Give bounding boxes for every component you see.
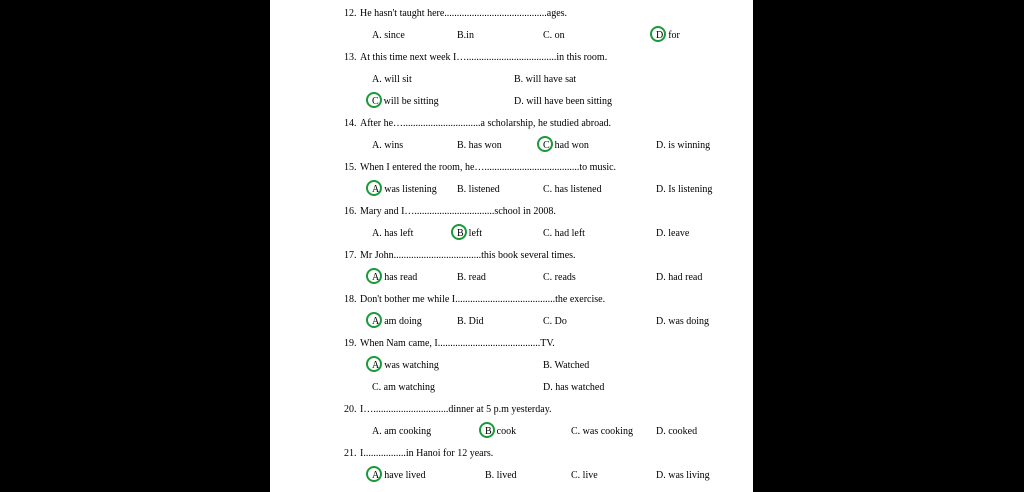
- answer-circle: [451, 224, 467, 240]
- question-text: Mary and I…................................school in 2008.: [360, 206, 556, 217]
- question-15: 15. When I entered the room, he…......................................to music.: [344, 162, 617, 173]
- worksheet-page: [270, 0, 753, 492]
- option-d[interactable]: D. leave: [656, 228, 690, 239]
- option-c[interactable]: C. Do: [543, 316, 567, 327]
- question-12: 12. He hasn't taught here.........................................ages.: [344, 8, 568, 19]
- option-a[interactable]: A. am doing: [372, 316, 422, 327]
- option-d[interactable]: D. was doing: [656, 316, 710, 327]
- option-d[interactable]: D. Is listening: [656, 184, 713, 195]
- answer-circle: [650, 26, 666, 42]
- option-b[interactable]: B.in: [457, 30, 474, 41]
- answer-circle: [366, 312, 382, 328]
- option-c[interactable]: C. has listened: [543, 184, 602, 195]
- question-text: He hasn't taught here.........................................ages.: [360, 8, 568, 19]
- option-c[interactable]: C. reads: [543, 272, 576, 283]
- answer-circle: [366, 466, 382, 482]
- question-text: When Nam came, I.........................................TV.: [360, 338, 555, 349]
- question-16: 16. Mary and I…................................school in 2008.: [344, 206, 556, 217]
- question-14: 14. After he…...............................a scholarship, he studied abroad.: [344, 118, 612, 129]
- option-a[interactable]: A. have lived: [372, 470, 426, 481]
- answer-circle: [479, 422, 495, 438]
- answer-circle: [366, 356, 382, 372]
- option-d[interactable]: D. has watched: [543, 382, 605, 393]
- option-c[interactable]: C. on: [543, 30, 565, 41]
- option-a[interactable]: A. has left: [372, 228, 414, 239]
- option-a[interactable]: A. was listening: [372, 184, 437, 195]
- option-d[interactable]: D. is winning: [656, 140, 711, 151]
- question-text: Don't bother me while I........................................the exercise.: [360, 294, 606, 305]
- option-a[interactable]: A. was watching: [372, 360, 439, 371]
- option-b[interactable]: B. lived: [485, 470, 517, 481]
- question-19: 19. When Nam came, I.........................................TV.: [344, 338, 555, 349]
- option-d[interactable]: D. for: [656, 30, 680, 41]
- question-17: 17. Mr John...................................this book several times.: [344, 250, 576, 261]
- question-text: Mr John...................................this book several times.: [360, 250, 576, 261]
- option-b[interactable]: B. Watched: [543, 360, 590, 371]
- option-d[interactable]: D. was living: [656, 470, 710, 481]
- question-text: I…..............................dinner at 5 p.m yesterday.: [360, 404, 552, 415]
- answer-circle: [366, 92, 382, 108]
- option-c[interactable]: C. am watching: [372, 382, 436, 393]
- option-c[interactable]: C. was cooking: [571, 426, 633, 437]
- option-c[interactable]: C. will be sitting: [372, 96, 439, 107]
- question-13: 13. At this time next week I…....................................in this room.: [344, 52, 608, 63]
- option-c[interactable]: C. had won: [543, 140, 589, 151]
- option-d[interactable]: D. will have been sitting: [514, 96, 613, 107]
- option-b[interactable]: B. has won: [457, 140, 502, 151]
- question-21: 21. I.................in Hanoi for 12 years.: [344, 448, 494, 459]
- option-b[interactable]: B. left: [457, 228, 482, 239]
- question-text: After he…...............................a scholarship, he studied abroad.: [360, 118, 612, 129]
- question-20: 20. I…..............................dinner at 5 p.m yesterday.: [344, 404, 552, 415]
- option-a[interactable]: A. am cooking: [372, 426, 432, 437]
- question-text: When I entered the room, he…......................................to music.: [360, 162, 617, 173]
- answer-circle: [537, 136, 553, 152]
- option-a[interactable]: A. will sit: [372, 74, 412, 85]
- option-c[interactable]: C. had left: [543, 228, 585, 239]
- answer-circle: [366, 180, 382, 196]
- option-d[interactable]: D. had read: [656, 272, 703, 283]
- option-d[interactable]: D. cooked: [656, 426, 698, 437]
- question-text: At this time next week I…....................................in this room.: [360, 52, 608, 63]
- question-18: 18. Don't bother me while I........................................the exercise.: [344, 294, 606, 305]
- option-b[interactable]: B. will have sat: [514, 74, 577, 85]
- option-a[interactable]: A. has read: [372, 272, 418, 283]
- option-c[interactable]: C. live: [571, 470, 598, 481]
- option-a[interactable]: A. wins: [372, 140, 404, 151]
- answer-circle: [366, 268, 382, 284]
- option-b[interactable]: B. listened: [457, 184, 500, 195]
- option-b[interactable]: B. Did: [457, 316, 484, 327]
- option-b[interactable]: B. read: [457, 272, 486, 283]
- question-text: I.................in Hanoi for 12 years.: [360, 448, 494, 459]
- option-a[interactable]: A. since: [372, 30, 405, 41]
- option-b[interactable]: B. cook: [485, 426, 517, 437]
